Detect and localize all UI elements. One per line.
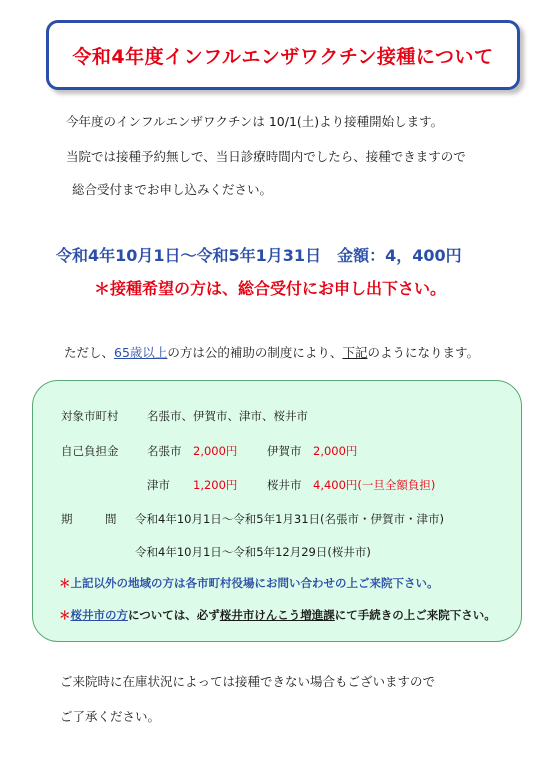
copay-city-tsu: 津市 bbox=[147, 478, 170, 492]
apply-note: ＊接種希望の方は、総合受付にお申し出下さい。 bbox=[94, 279, 447, 298]
municipalities-label: 対象市町村 bbox=[61, 409, 119, 423]
period-1: 令和4年10月1日～令和5年1月31日(名張市・伊賀市・津市) bbox=[135, 512, 445, 526]
note-2-part-3: 桜井市けんこう増進課 bbox=[219, 608, 335, 622]
copay-city-iga: 伊賀市 bbox=[267, 444, 302, 458]
copay-label: 自己負担金 bbox=[61, 444, 119, 458]
note-2-part-2: については、必ず bbox=[128, 608, 220, 622]
period-label-1: 期 bbox=[61, 512, 73, 526]
copay-city-sakurai: 桜井市 bbox=[267, 478, 302, 492]
copay-amount-sakurai: 4,400円(一旦全額負担) bbox=[313, 478, 436, 492]
intro-line-1: 今年度のインフルエンザワクチンは 10/1(土)より接種開始します。 bbox=[66, 114, 444, 129]
note-2-part-1: 桜井市の方 bbox=[70, 608, 128, 622]
note-1 bbox=[59, 575, 439, 591]
note-2 bbox=[59, 607, 496, 623]
title-box bbox=[46, 20, 520, 90]
subsidy-middle: の方は公的補助の制度により、 bbox=[167, 345, 343, 360]
period-2: 令和4年10月1日～令和5年12月29日(桜井市) bbox=[135, 545, 371, 559]
closing-line-2: ご了承ください。 bbox=[60, 709, 161, 724]
note-2-mark: ＊ bbox=[59, 608, 71, 622]
intro-line-3: 総合受付までお申し込みください。 bbox=[72, 182, 273, 197]
closing-line-1: ご来院時に在庫状況によっては接種できない場合もございますので bbox=[60, 674, 436, 689]
municipalities-value: 名張市、伊賀市、津市、桜井市 bbox=[147, 409, 308, 423]
subsidy-prefix: ただし、 bbox=[64, 345, 115, 360]
subsidy-info-box bbox=[32, 380, 522, 642]
copay-amount-iga: 2,000円 bbox=[313, 444, 358, 458]
note-2-part-4: にて手続きの上ご来院下さい。 bbox=[334, 608, 496, 622]
subsidy-below: 下記 bbox=[342, 345, 368, 360]
copay-city-nabari: 名張市 bbox=[147, 444, 182, 458]
page-title: 令和4年度インフルエンザワクチン接種について bbox=[72, 45, 494, 68]
period-label-2: 間 bbox=[105, 512, 117, 526]
copay-amount-nabari: 2,000円 bbox=[193, 444, 238, 458]
subsidy-age: 65歳以上 bbox=[114, 345, 168, 360]
note-1-text: 上記以外の地域の方は各市町村役場にお問い合わせの上ご来院下さい。 bbox=[70, 576, 439, 590]
copay-amount-tsu: 1,200円 bbox=[193, 478, 238, 492]
note-1-mark: ＊ bbox=[59, 576, 71, 590]
period-fee-line: 令和4年10月1日～令和5年1月31日 金額：4，400円 bbox=[56, 246, 462, 265]
intro-line-2: 当院では接種予約無しで、当日診療時間内でしたら、接種できますので bbox=[66, 149, 466, 164]
subsidy-suffix: のようになります。 bbox=[367, 345, 479, 360]
subsidy-line bbox=[64, 343, 479, 361]
